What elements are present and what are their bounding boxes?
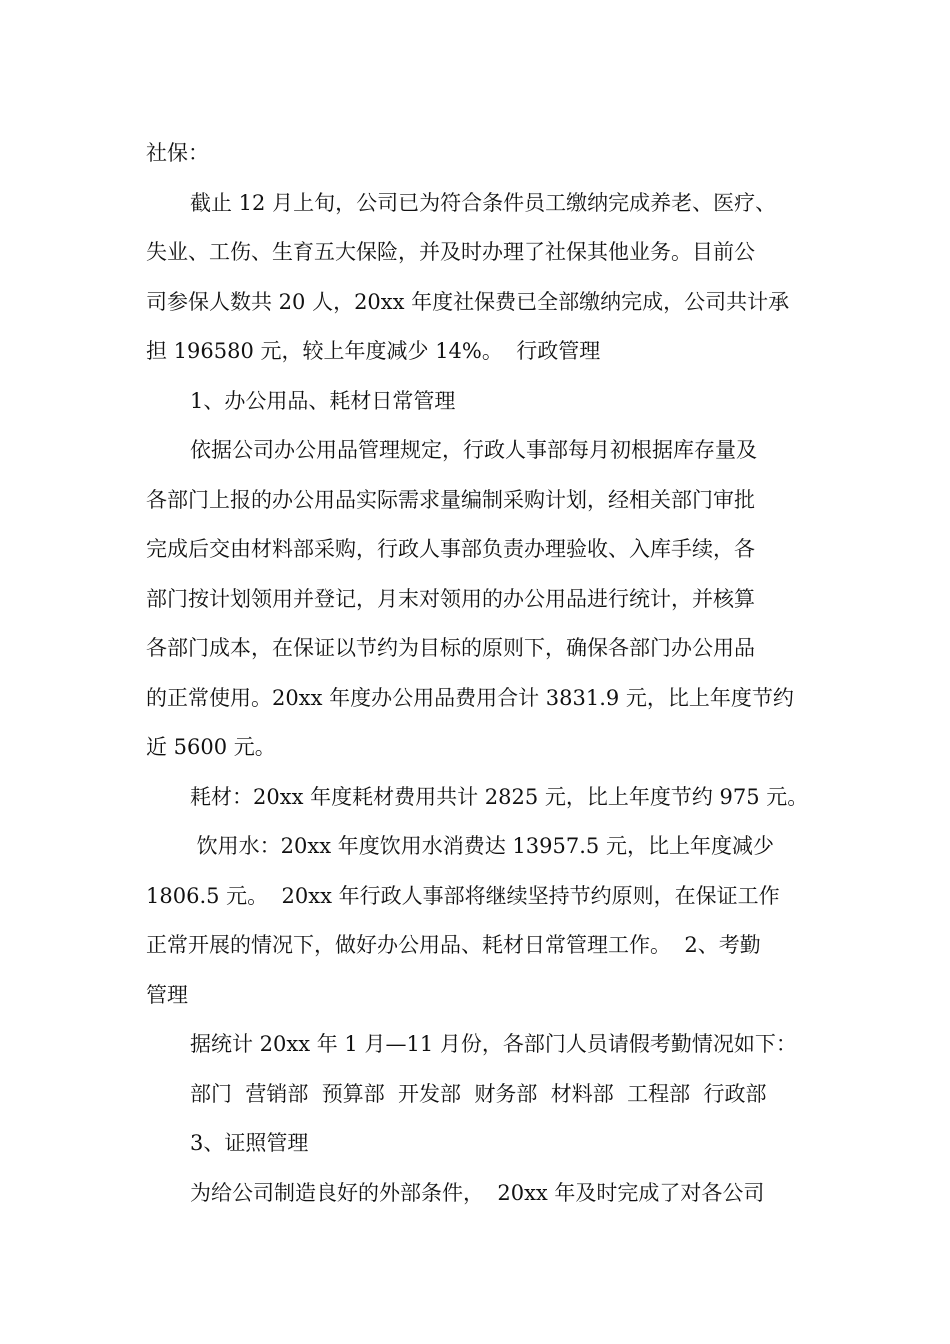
text-line: 1806.5 元。 20xx 年行政人事部将继续坚持节约原则，在保证工作 <box>146 884 780 908</box>
section-heading: 1、办公用品、耗材日常管理 <box>190 389 456 413</box>
text-line: 社保： <box>146 141 209 165</box>
text-line: 司参保人数共 20 人，20xx 年度社保费已全部缴纳完成，公司共计承 <box>146 290 790 314</box>
text-line: 为给公司制造良好的外部条件， 20xx 年及时完成了对各公司 <box>190 1181 765 1205</box>
section-heading: 3、证照管理 <box>190 1131 309 1155</box>
text-line: 截止 12 月上旬，公司已为符合条件员工缴纳完成养老、医疗、 <box>190 191 777 215</box>
text-line: 据统计 20xx 年 1 月—11 月份，各部门人员请假考勤情况如下： <box>190 1032 797 1056</box>
text-line: 各部门成本，在保证以节约为目标的原则下，确保各部门办公用品 <box>146 636 755 660</box>
department-list: 部门 营销部 预算部 开发部 财务部 材料部 工程部 行政部 <box>190 1082 767 1106</box>
text-line: 失业、工伤、生育五大保险，并及时办理了社保其他业务。目前公 <box>146 240 755 264</box>
text-line: 担 196580 元，较上年度减少 14%。 行政管理 <box>146 339 601 363</box>
text-line: 各部门上报的办公用品实际需求量编制采购计划，经相关部门审批 <box>146 488 755 512</box>
text-line: 管理 <box>146 983 188 1007</box>
text-line: 完成后交由材料部采购，行政人事部负责办理验收、入库手续，各 <box>146 537 755 561</box>
text-line: 近 5600 元。 <box>146 735 276 759</box>
text-line: 正常开展的情况下，做好办公用品、耗材日常管理工作。 2、考勤 <box>146 933 761 957</box>
text-line: 的正常使用。20xx 年度办公用品费用合计 3831.9 元，比上年度节约 <box>146 686 794 710</box>
text-line: 部门按计划领用并登记，月末对领用的办公用品进行统计，并核算 <box>146 587 755 611</box>
text-line: 依据公司办公用品管理规定，行政人事部每月初根据库存量及 <box>190 438 757 462</box>
text-line: 饮用水：20xx 年度饮用水消费达 13957.5 元，比上年度减少 <box>190 834 774 858</box>
text-line: 耗材：20xx 年度耗材费用共计 2825 元，比上年度节约 975 元。 <box>190 785 809 809</box>
